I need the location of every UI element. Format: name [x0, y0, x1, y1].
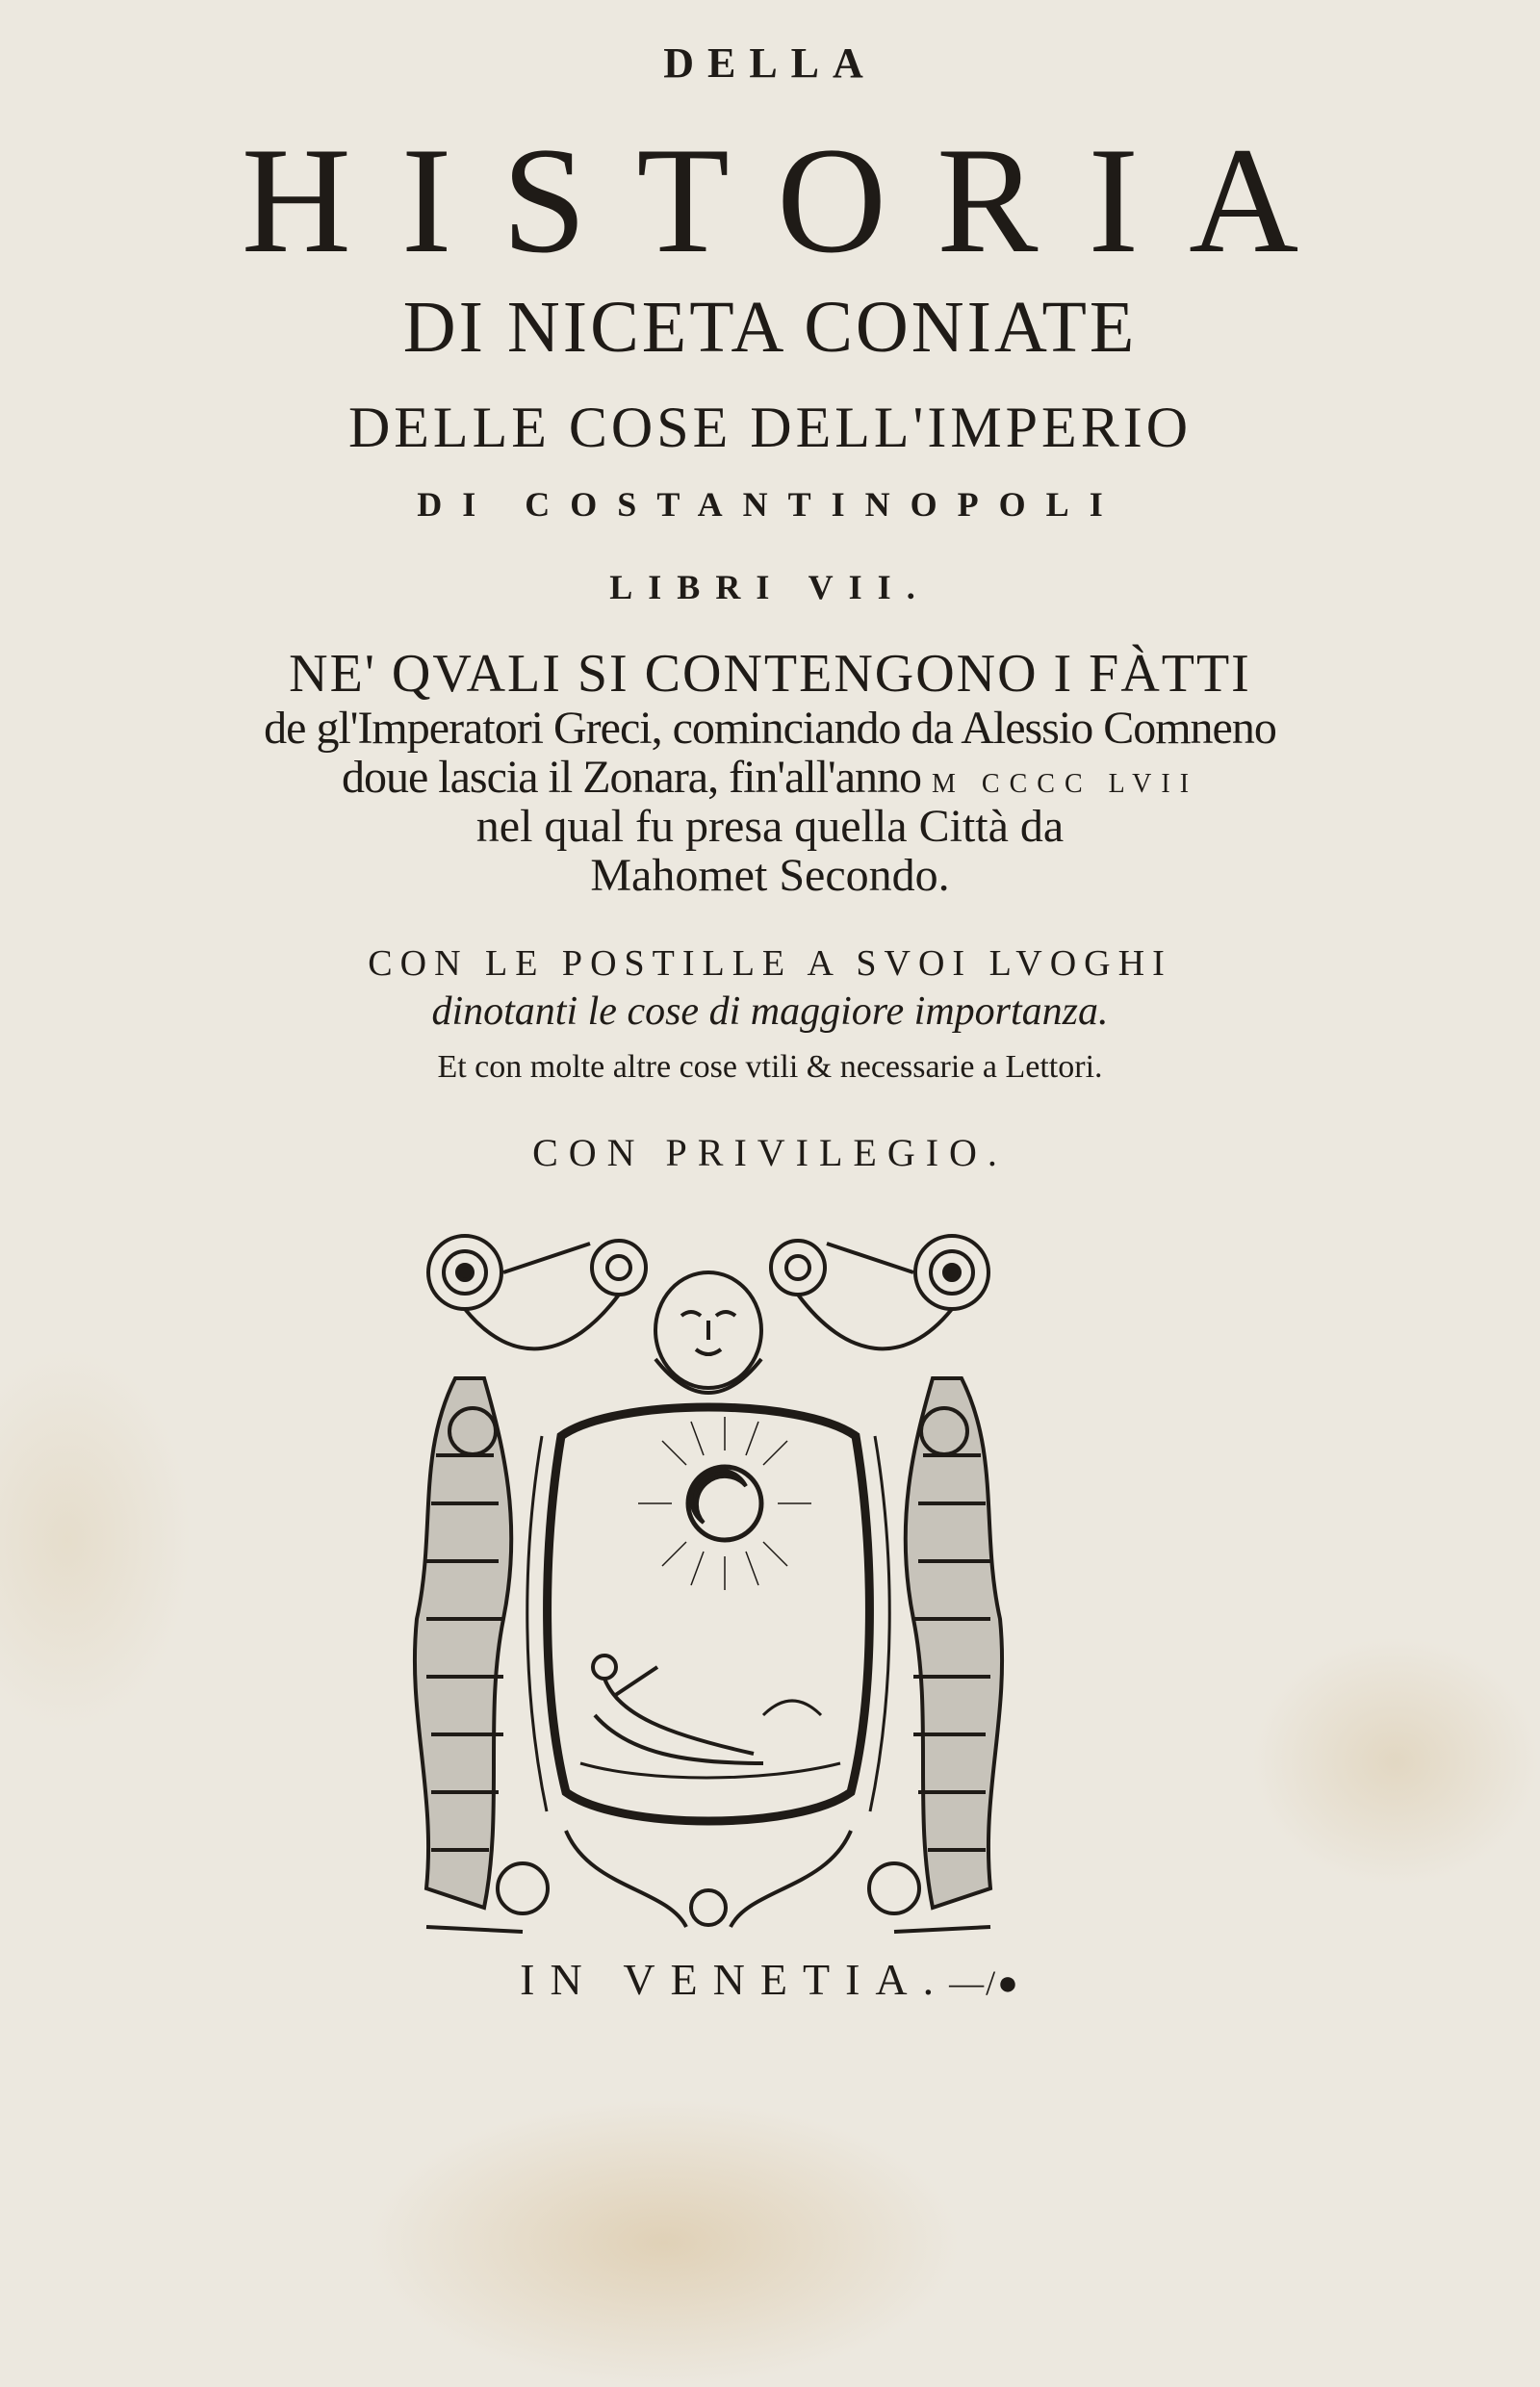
paper-stain: [366, 2098, 962, 2387]
satyr-figure-right: [906, 1378, 1002, 1908]
imprint-mark: —/●: [949, 1964, 1020, 2002]
crescent-moon-icon: [638, 1417, 811, 1590]
mask-face-icon: [655, 1272, 761, 1393]
description-line-1: de gl'Imperatori Greci, cominciando da Alessio Comneno: [264, 703, 1276, 754]
paper-stain: [0, 1348, 192, 1732]
description-line-4: Mahomet Secondo.: [590, 850, 950, 901]
imprint: [0, 1955, 1540, 2004]
imprint-place: IN VENETIA.: [520, 1955, 950, 2004]
description-line-3: nel qual fu presa quella Città da: [475, 801, 1065, 852]
extra-line: Et con molte altre cose vtili & necessarie a Lettori.: [437, 1049, 1103, 1085]
postille-line: CON LE POSTILLE A SVOI LVOGHI: [368, 943, 1172, 984]
printers-device-woodcut: [398, 1215, 1019, 1942]
paper-stain: [1251, 1636, 1540, 1886]
year-roman: M CCCC LVII: [932, 769, 1199, 799]
reclining-figure: [580, 1656, 840, 1778]
description-text: doue lascia il Zonara, fin'all'anno: [341, 752, 922, 803]
privilege-line: CON PRIVILEGIO.: [532, 1131, 1008, 1174]
satyr-figure-left: [415, 1378, 511, 1908]
title-historia: HISTORIA: [241, 116, 1349, 285]
postille-italic-line: dinotanti le cose di maggiore importanza.: [431, 989, 1109, 1034]
title-della: DELLA: [663, 39, 877, 87]
bottom-scroll-ornament: [426, 1831, 990, 1932]
subject-line: DELLE COSE DELL'IMPERIO: [347, 396, 1193, 459]
author-line: DI NICETA CONIATE: [402, 287, 1138, 368]
contents-line: NE' QVALI SI CONTENGONO I FÀTTI: [289, 644, 1251, 704]
city-line: DI COSTANTINOPOLI: [417, 485, 1123, 524]
books-line: LIBRI VII.: [609, 568, 931, 606]
description-line-2: [0, 752, 1540, 803]
